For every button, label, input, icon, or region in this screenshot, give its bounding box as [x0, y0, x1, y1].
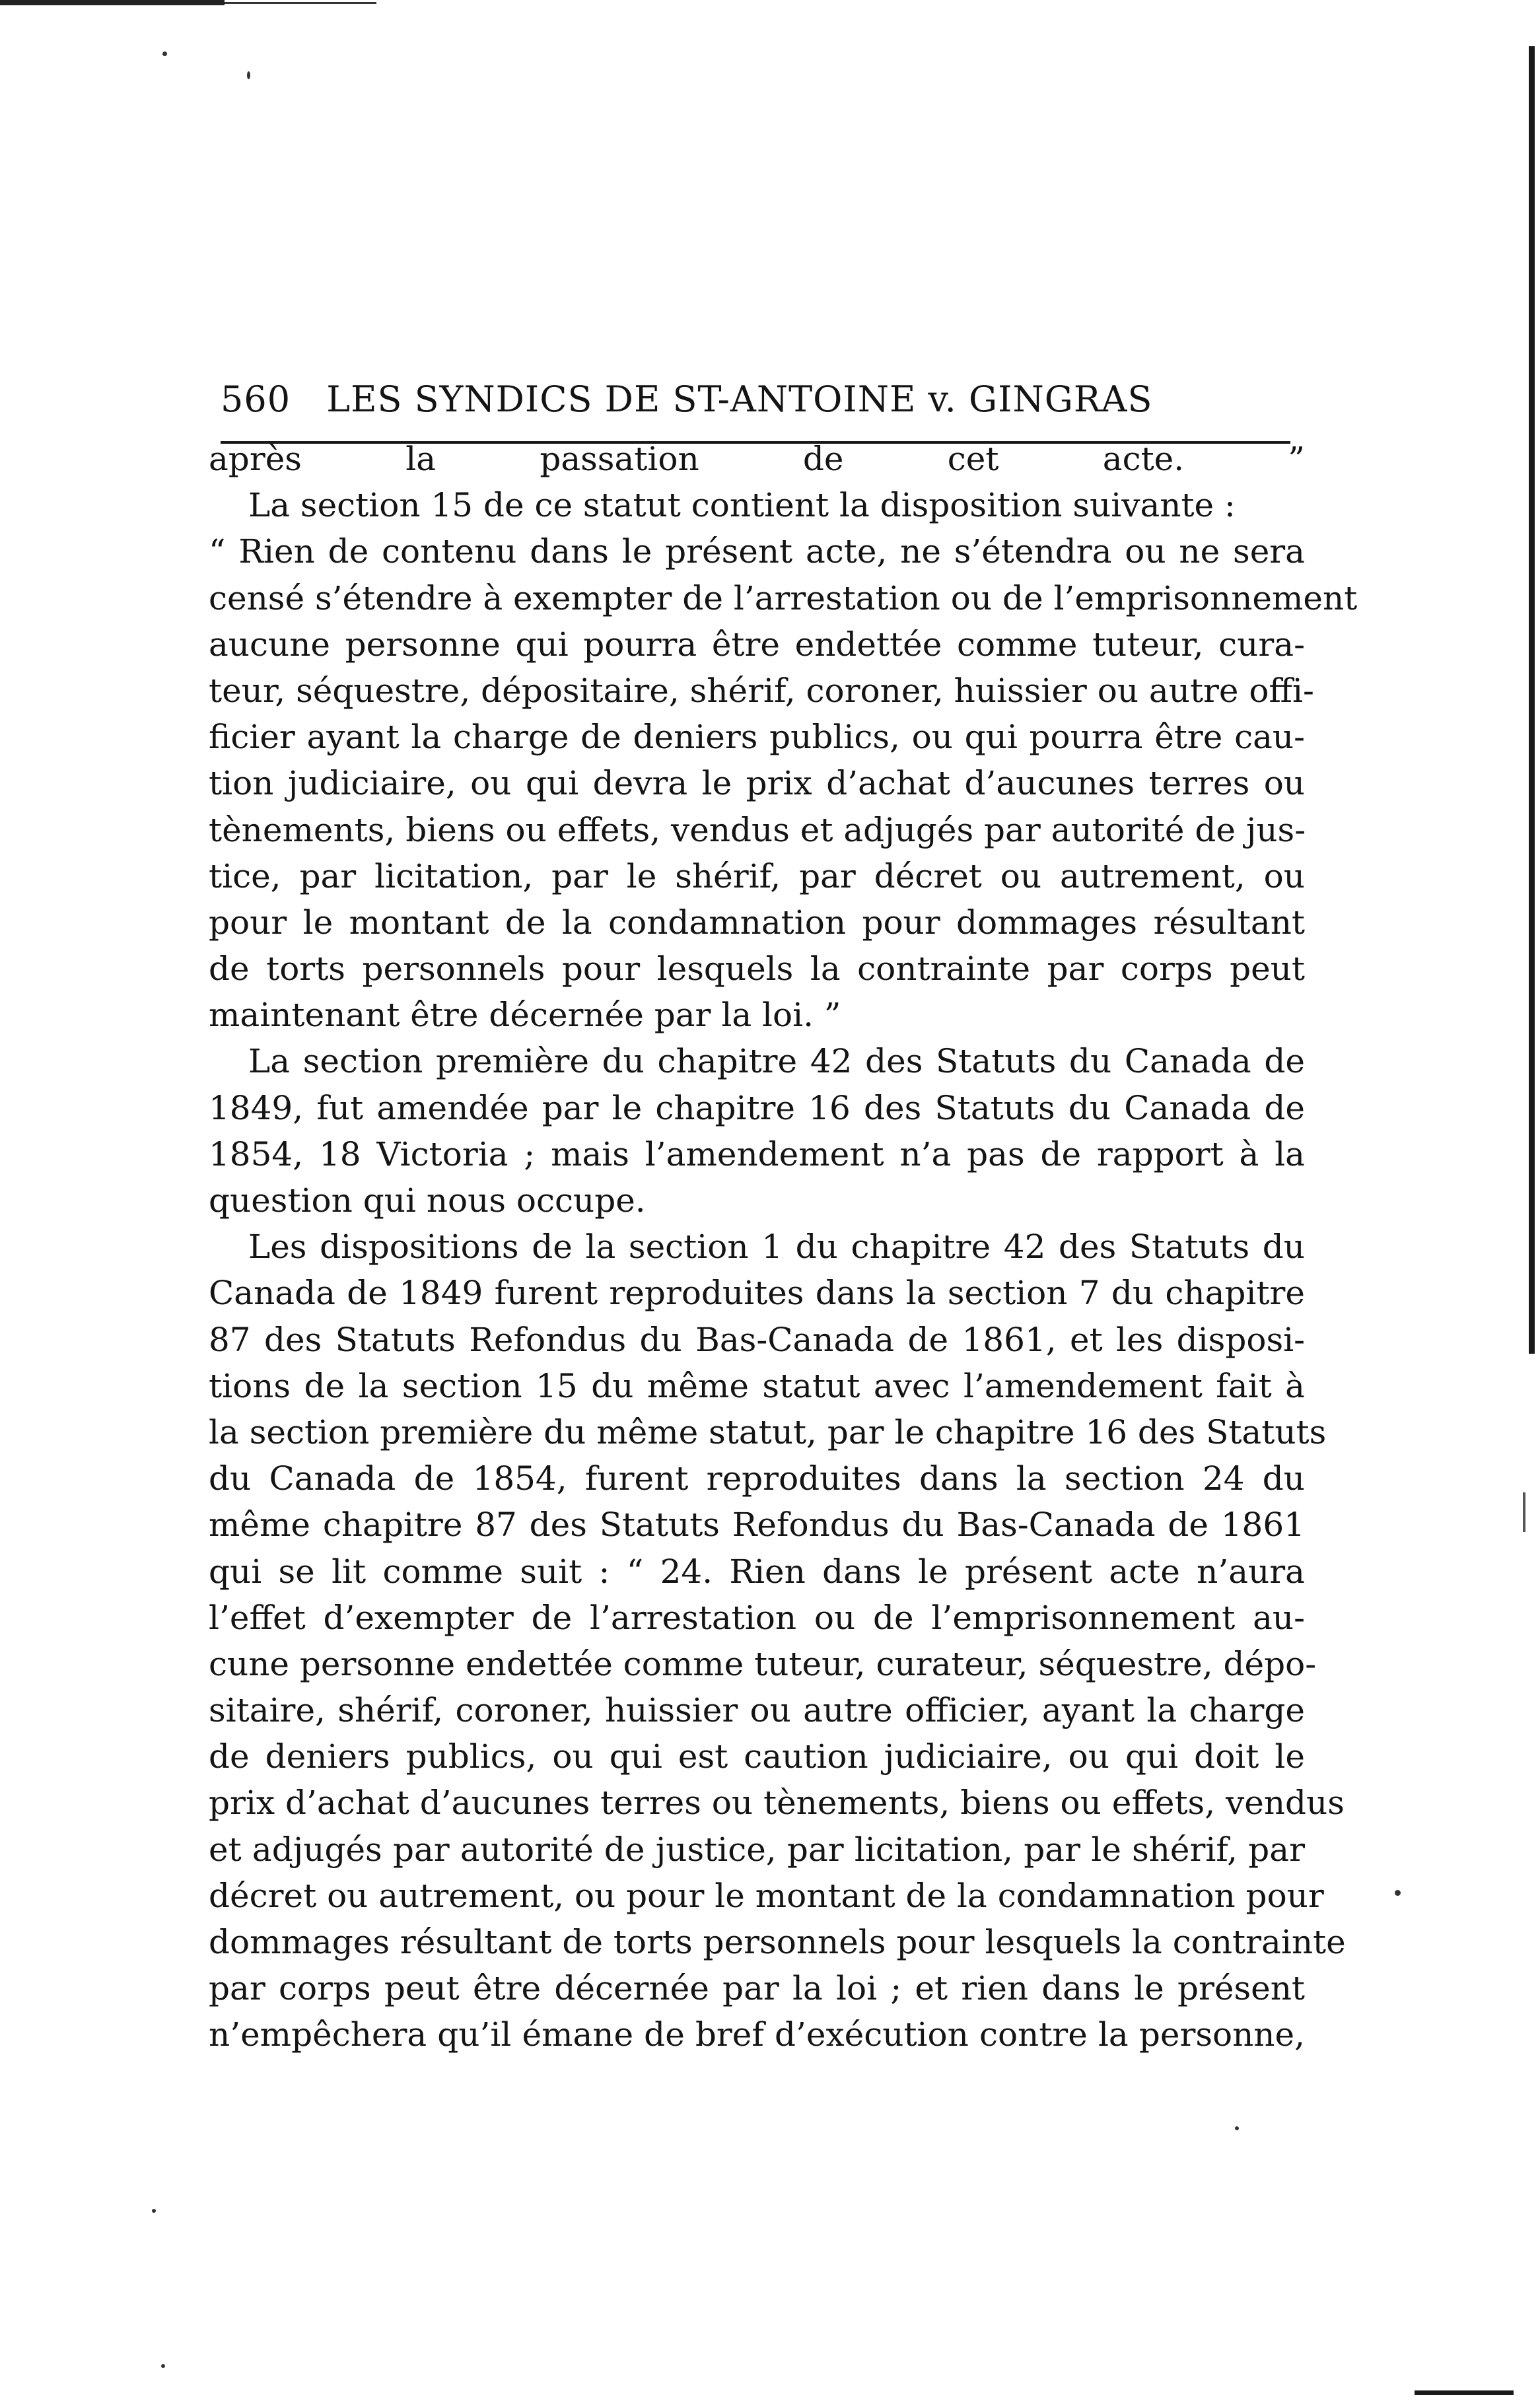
text-line: de torts personnels pour lesquels la contrainte par corps peut — [209, 950, 1305, 989]
scan-speck — [1235, 2126, 1239, 2130]
running-title: LES SYNDICS DE ST-ANTOINE v. GINGRAS — [326, 378, 1153, 420]
scan-speck — [162, 52, 167, 56]
scan-border-bottom — [1415, 2390, 1514, 2395]
text-line: La section première du chapitre 42 des Statuts du Canada de — [248, 1042, 1305, 1081]
text-line: la section première du même statut, par le chapitre 16 des Statuts — [209, 1412, 1327, 1451]
text-line: l’effet d’exempter de l’arrestation ou de l’emprisonnement au- — [209, 1598, 1305, 1637]
text-line: teur, séquestre, dépositaire, shérif, coroner, huissier ou autre offi- — [209, 671, 1314, 710]
text-line: 1849, fut amendée par le chapitre 16 des Statuts du Canada de — [209, 1088, 1305, 1127]
text-line: par corps peut être décernée par la loi ; et rien dans le présent — [209, 1969, 1305, 2008]
text-line: pour le montant de la condamnation pour dommages résultant — [209, 903, 1305, 942]
scan-speck — [152, 2209, 156, 2213]
text-line: censé s’étendre à exempter de l’arrestation ou de l’emprisonnement — [209, 578, 1358, 617]
text-line: La section 15 de ce statut contient la disposition suivante : — [248, 486, 1236, 525]
text-line: 87 des Statuts Refondus du Bas-Canada de 1861, et les disposi- — [209, 1320, 1305, 1359]
text-line: cune personne endettée comme tuteur, curateur, séquestre, dépo- — [209, 1644, 1317, 1683]
text-line: même chapitre 87 des Statuts Refondus du Bas-Canada de 1861 — [209, 1506, 1305, 1545]
text-line: question qui nous occupe. — [209, 1181, 646, 1220]
text-line: après la passation de cet acte. ” — [209, 440, 1305, 478]
scan-speck — [1395, 1890, 1401, 1896]
scan-border-right — [1529, 46, 1535, 1354]
text-line: 1854, 18 Victoria ; mais l’amendement n’a pas de rapport à la — [209, 1134, 1305, 1173]
scan-border-top — [0, 0, 225, 5]
text-line: tice, par licitation, par le shérif, par décret ou autrement, ou — [209, 856, 1305, 895]
body-text — [209, 436, 1358, 2058]
scan-border-top-thin — [225, 2, 376, 4]
text-line: ficier ayant la charge de deniers publics, ou qui pourra être cau- — [209, 718, 1305, 757]
text-line: dommages résultant de torts personnels pour lesquels la contrainte — [209, 1923, 1346, 1961]
text-line: aucune personne qui pourra être endettée comme tuteur, cura- — [209, 625, 1305, 664]
text-line: décret ou autrement, ou pour le montant de la condamnation pour — [209, 1876, 1324, 1915]
text-line: de deniers publics, ou qui est caution judiciaire, ou qui doit le — [209, 1737, 1305, 1776]
page-header — [221, 370, 1310, 429]
text-line: prix d’achat d’aucunes terres ou tènements, biens ou effets, vendus — [209, 1784, 1345, 1823]
scan-speck — [161, 2364, 165, 2368]
text-line: maintenant être décernée par la loi. ” — [209, 996, 841, 1035]
text-line: sitaire, shérif, coroner, huissier ou autre officier, ayant la charge — [209, 1691, 1305, 1730]
scan-speck — [247, 71, 250, 79]
text-line: et adjugés par autorité de justice, par licitation, par le shérif, par — [209, 1830, 1305, 1869]
text-line: tènements, biens ou effets, vendus et adjugés par autorité de jus- — [209, 810, 1306, 849]
text-line: Les dispositions de la section 1 du chapitre 42 des Statuts du — [248, 1228, 1305, 1267]
text-line: qui se lit comme suit : “ 24. Rien dans le présent acte n’aura — [209, 1552, 1305, 1591]
text-line: tion judiciaire, ou qui devra le prix d’achat d’aucunes terres ou — [209, 764, 1305, 803]
text-line: “ Rien de contenu dans le présent acte, ne s’étendra ou ne sera — [209, 532, 1305, 571]
text-line: tions de la section 15 du même statut avec l’amendement fait à — [209, 1366, 1305, 1405]
text-line: du Canada de 1854, furent reproduites dans la section 24 du — [209, 1459, 1305, 1498]
scan-mark-right — [1523, 1492, 1525, 1532]
text-line: n’empêchera qu’il émane de bref d’exécution contre la personne, — [209, 2015, 1305, 2054]
page-number: 560 — [221, 378, 291, 420]
text-line: Canada de 1849 furent reproduites dans la section 7 du chapitre — [209, 1274, 1305, 1313]
